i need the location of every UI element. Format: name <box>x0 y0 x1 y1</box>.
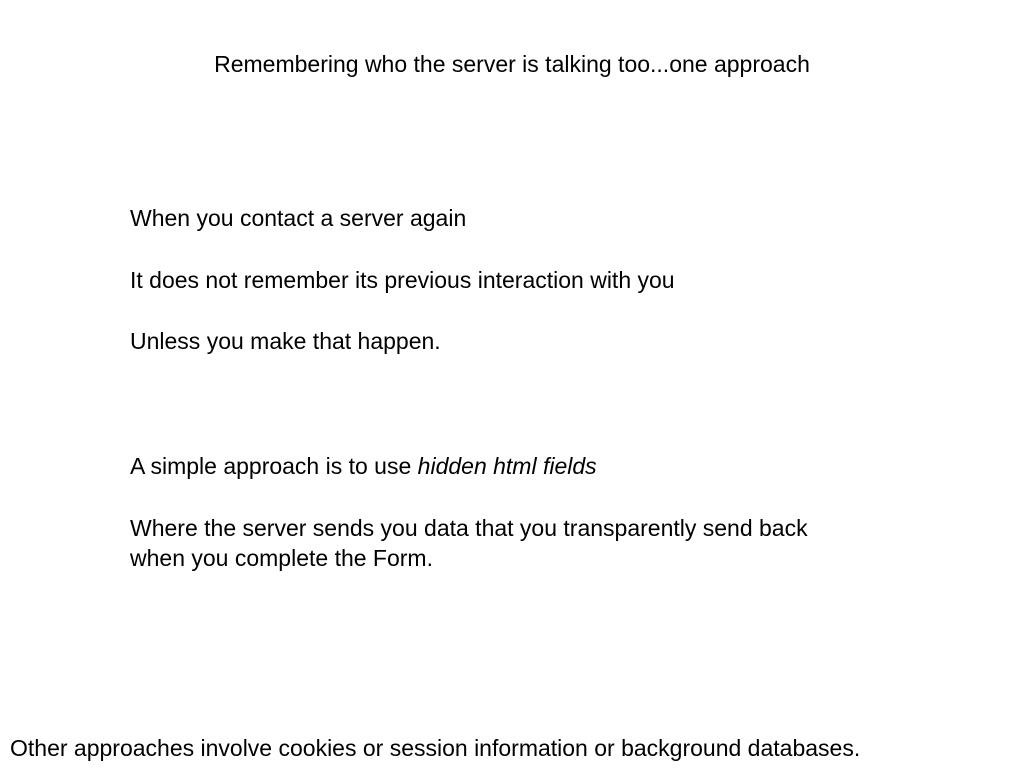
paragraph-line: when you complete the Form. <box>130 545 433 571</box>
paragraph-simple-approach <box>130 451 930 481</box>
paragraph-server-sends-data <box>130 513 930 573</box>
paragraph-text: A simple approach is to use <box>130 453 418 479</box>
paragraph-unless <box>130 326 930 356</box>
paragraph-text: When you contact a server again <box>130 205 467 231</box>
emphasized-term: hidden html fields <box>417 453 597 479</box>
paragraph-line: Where the server sends you data that you transparently send back <box>130 515 808 541</box>
footer-note: Other approaches involve cookies or session information or background databases. <box>10 735 861 761</box>
slide-title: Remembering who the server is talking too...one approach <box>214 51 810 77</box>
paragraph-contact-server <box>130 203 930 233</box>
paragraph-no-memory <box>130 265 930 295</box>
paragraph-text: Unless you make that happen. <box>130 328 441 354</box>
paragraph-text: It does not remember its previous interaction with you <box>130 267 675 293</box>
